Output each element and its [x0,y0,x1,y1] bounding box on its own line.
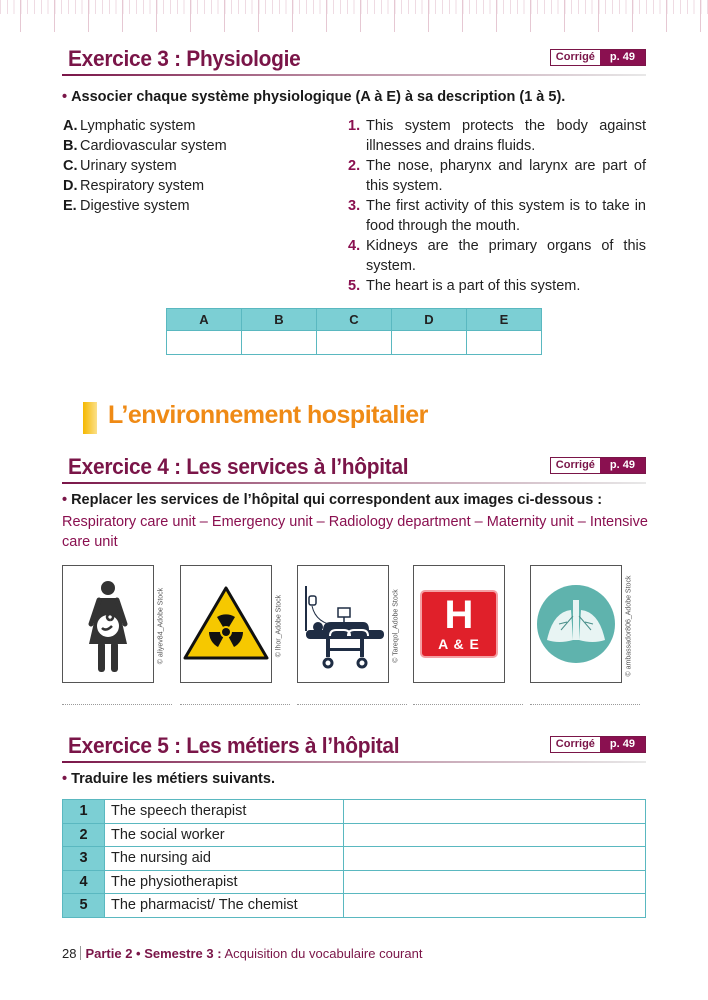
translation-cell[interactable] [344,847,646,871]
radiation-warning-icon [181,566,271,682]
bullet: • [62,492,68,508]
job-term: The social worker [105,823,344,847]
row-number: 3 [63,847,105,871]
answer-line-5[interactable] [530,704,640,705]
emergency-sign-icon [420,590,498,658]
row-number: 1 [63,800,105,824]
description-text: The first activity of this system is to take in food through the mouth. [366,198,646,234]
translation-cell[interactable] [344,800,646,824]
image-credit [155,570,167,682]
lungs-icon [531,566,621,682]
descriptions-list [348,116,646,296]
system-letter: A. [63,118,78,134]
systems-list [63,116,227,216]
answer-line-2[interactable] [180,704,290,705]
footer-separator [80,946,81,960]
answer-line-3[interactable] [297,704,407,705]
page-number: 28 [62,946,77,961]
answer-header: D [392,309,467,331]
description-item [348,116,646,156]
page-footer [62,946,422,961]
exercise-5-instruction [62,771,275,787]
system-text: Lymphatic system [80,118,196,134]
corrige-page: p. 49 [600,50,645,65]
corrige-badge [550,457,646,474]
corrige-label: Corrigé [551,50,600,65]
corrige-badge [550,736,646,753]
section-marker [83,402,97,434]
translation-cell[interactable] [344,823,646,847]
exercise-4-header [62,454,646,484]
description-text: This system protects the body against illnesses and drains fluids. [366,118,646,154]
corrige-badge [550,49,646,66]
description-text: The heart is a part of this system. [366,278,581,294]
system-item [63,156,227,176]
ruler-decoration [0,0,708,32]
description-item [348,196,646,236]
row-number: 4 [63,870,105,894]
system-text: Cardiovascular system [80,138,227,154]
sign-letter: H [444,593,474,637]
credit-text: © ambassador806_Adobe Stock [625,575,633,677]
image-credit [390,570,402,682]
job-term: The speech therapist [105,800,344,824]
answer-cell-c[interactable] [317,331,392,355]
title-underline [62,74,646,76]
answer-header: C [317,309,392,331]
exercise-4-instruction [62,492,602,508]
hospital-bed-icon [298,566,388,682]
instruction-text: Traduire les métiers suivants. [71,771,275,787]
system-letter: C. [63,158,78,174]
translation-cell[interactable] [344,894,646,918]
system-item [63,176,227,196]
translation-cell[interactable] [344,870,646,894]
answer-cell-a[interactable] [167,331,242,355]
image-respiratory [530,565,622,683]
answer-row [167,331,542,355]
pregnant-woman-icon [63,566,153,682]
system-text: Respiratory system [80,178,205,194]
answer-line-4[interactable] [413,704,523,705]
answer-line-1[interactable] [62,704,172,705]
table-row [63,870,646,894]
title-underline [62,761,646,763]
answer-cell-d[interactable] [392,331,467,355]
image-credit [623,570,635,682]
answer-cell-e[interactable] [467,331,542,355]
services-list: Respiratory care unit – Emergency unit – Radiology department – Maternity unit – Intensive care unit [62,514,648,550]
corrige-page: p. 49 [600,458,645,473]
description-text: The nose, pharynx and larynx are part of this system. [366,158,646,194]
exercise-3-header [62,46,646,76]
credit-text: © Tareqol_Adobe Stock [392,589,400,663]
instruction-text: Replacer les services de l’hôpital qui correspondent aux images ci-dessous : [71,492,603,508]
credit-text: © lhor_Adobe Stock [275,594,283,658]
description-number: 2. [348,158,361,174]
answer-table [166,308,542,355]
description-number: 5. [348,278,361,294]
system-item [63,196,227,216]
table-row [63,847,646,871]
instruction-text: Associer chaque système physiologique (A à E) à sa description (1 à 5). [71,89,566,105]
bullet: • [62,89,68,105]
row-number: 5 [63,894,105,918]
exercise-5-header [62,733,646,763]
system-letter: E. [63,198,77,214]
table-row [63,800,646,824]
corrige-label: Corrigé [551,737,600,752]
exercise-5-title: Exercice 5 : Les métiers à l’hôpital [68,733,400,758]
title-underline [62,482,646,484]
description-item [348,156,646,196]
job-term: The physiotherapist [105,870,344,894]
exercise-3-title: Exercice 3 : Physiologie [68,46,301,71]
system-letter: B. [63,138,78,154]
image-credit [273,570,285,682]
footer-subject: Acquisition du vocabulaire courant [224,946,423,961]
image-radiology [180,565,272,683]
footer-part: Partie 2 • Semestre 3 : [85,946,222,961]
job-term: The pharmacist/ The chemist [105,894,344,918]
description-number: 1. [348,118,361,134]
section-title: L’environnement hospitalier [108,401,428,429]
answer-cell-b[interactable] [242,331,317,355]
description-number: 3. [348,198,361,214]
image-maternity [62,565,154,683]
image-emergency [413,565,505,683]
corrige-page: p. 49 [600,737,645,752]
description-number: 4. [348,238,361,254]
answer-header: B [242,309,317,331]
corrige-label: Corrigé [551,458,600,473]
description-text: Kidneys are the primary organs of this system. [366,238,646,274]
sign-text: A & E [438,636,480,652]
job-term: The nursing aid [105,847,344,871]
description-item [348,276,646,296]
credit-text: © aliyev84_Adobe Stock [157,587,165,665]
system-item [63,136,227,156]
exercise-4-title: Exercice 4 : Les services à l’hôpital [68,454,409,479]
description-item [348,236,646,276]
system-letter: D. [63,178,78,194]
answer-header: A [167,309,242,331]
table-row [63,894,646,918]
table-row [63,823,646,847]
bullet: • [62,771,68,787]
system-item [63,116,227,136]
system-text: Urinary system [80,158,177,174]
system-text: Digestive system [80,198,190,214]
answer-header: E [467,309,542,331]
exercise-3-instruction [62,89,565,105]
answer-header-row [167,309,542,331]
row-number: 2 [63,823,105,847]
jobs-table [62,799,646,918]
image-intensive-care [297,565,389,683]
